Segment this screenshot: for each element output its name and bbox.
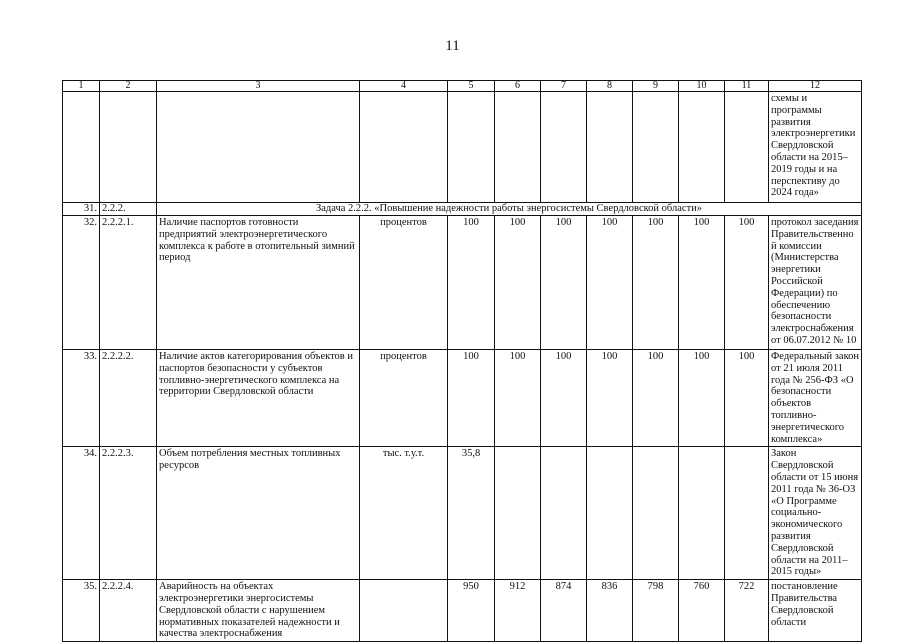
col-header-10: 10	[679, 81, 725, 92]
row-number: 33.	[63, 350, 100, 447]
value-cell: 100	[448, 350, 495, 447]
page-number: 11	[445, 38, 460, 54]
value-cell: 912	[495, 580, 541, 642]
col-header-2: 2	[100, 81, 157, 92]
value-cell: 100	[448, 216, 495, 350]
row-code: 2.2.2.1.	[100, 216, 157, 350]
column-number-row	[63, 81, 862, 92]
continuation-row	[63, 92, 862, 203]
value-cell: 100	[725, 216, 769, 350]
table-row	[63, 447, 862, 580]
value-cell	[587, 447, 633, 580]
col-header-8: 8	[587, 81, 633, 92]
col-header-3: 3	[157, 81, 360, 92]
indicator-name: Наличие актов категорирования объектов и паспортов безопасности у субъектов топливно-энергетического комплекса на территории Свердловской области	[157, 350, 360, 447]
value-cell: 100	[633, 216, 679, 350]
col-header-11: 11	[725, 81, 769, 92]
value-cell: 35,8	[448, 447, 495, 580]
value-cell	[495, 447, 541, 580]
value-cell: 100	[679, 350, 725, 447]
value-cell: 100	[541, 350, 587, 447]
value-cell: 798	[633, 580, 679, 642]
value-cell: 100	[633, 350, 679, 447]
unit: тыс. т.у.т.	[360, 447, 448, 580]
row-code: 2.2.2.4.	[100, 580, 157, 642]
continuation-source: схемы и программы развития электроэнергетики Свердловской области на 2015–2019 годы и на перспективу до 2024 года»	[769, 92, 862, 203]
col-header-1: 1	[63, 81, 100, 92]
indicator-name: Наличие паспортов готовности предприятий электроэнергетического комплекса к работе в отопительный зимний период	[157, 216, 360, 350]
source-document: Федеральный закон от 21 июля 2011 года № 256-ФЗ «О безопасности объектов топливно-энергетического комплекса»	[769, 350, 862, 447]
table-row	[63, 216, 862, 350]
source-document: Закон Свердловской области от 15 июня 2011 года № 36-ОЗ «О Программе социально-экономического развития Свердловской области на 2011–2015 годы»	[769, 447, 862, 580]
indicator-name: Аварийность на объектах электроэнергетики энергосистемы Свердловской области с нарушением нормативных показателей надежности и качества электроснабжения	[157, 580, 360, 642]
col-header-4: 4	[360, 81, 448, 92]
row-code: 2.2.2.3.	[100, 447, 157, 580]
task-title: Задача 2.2.2. «Повышение надежности работы энергосистемы Свердловской области»	[157, 203, 862, 216]
col-header-7: 7	[541, 81, 587, 92]
row-number: 32.	[63, 216, 100, 350]
value-cell: 100	[495, 350, 541, 447]
source-document: постановление Правительства Свердловской области	[769, 580, 862, 642]
task-row	[63, 203, 862, 216]
value-cell	[633, 447, 679, 580]
row-code: 2.2.2.2.	[100, 350, 157, 447]
value-cell: 100	[541, 216, 587, 350]
unit	[360, 580, 448, 642]
row-code: 2.2.2.	[100, 203, 157, 216]
row-number: 31.	[63, 203, 100, 216]
value-cell: 100	[725, 350, 769, 447]
col-header-6: 6	[495, 81, 541, 92]
table-row	[63, 580, 862, 642]
value-cell	[725, 447, 769, 580]
value-cell: 100	[679, 216, 725, 350]
value-cell: 100	[587, 350, 633, 447]
value-cell: 100	[587, 216, 633, 350]
col-header-12: 12	[769, 81, 862, 92]
value-cell: 760	[679, 580, 725, 642]
indicator-name: Объем потребления местных топливных ресурсов	[157, 447, 360, 580]
value-cell: 874	[541, 580, 587, 642]
value-cell	[541, 447, 587, 580]
value-cell	[679, 447, 725, 580]
row-number: 35.	[63, 580, 100, 642]
table-row	[63, 350, 862, 447]
unit: процентов	[360, 216, 448, 350]
value-cell: 950	[448, 580, 495, 642]
source-document: протокол заседания Правительственной комиссии (Министерства энергетики Российской Федерации) по обеспечению безопасности электроснабжения от 06.07.2012 № 10	[769, 216, 862, 350]
unit: процентов	[360, 350, 448, 447]
value-cell: 722	[725, 580, 769, 642]
indicators-table	[62, 80, 862, 642]
value-cell: 836	[587, 580, 633, 642]
value-cell: 100	[495, 216, 541, 350]
col-header-5: 5	[448, 81, 495, 92]
row-number: 34.	[63, 447, 100, 580]
col-header-9: 9	[633, 81, 679, 92]
